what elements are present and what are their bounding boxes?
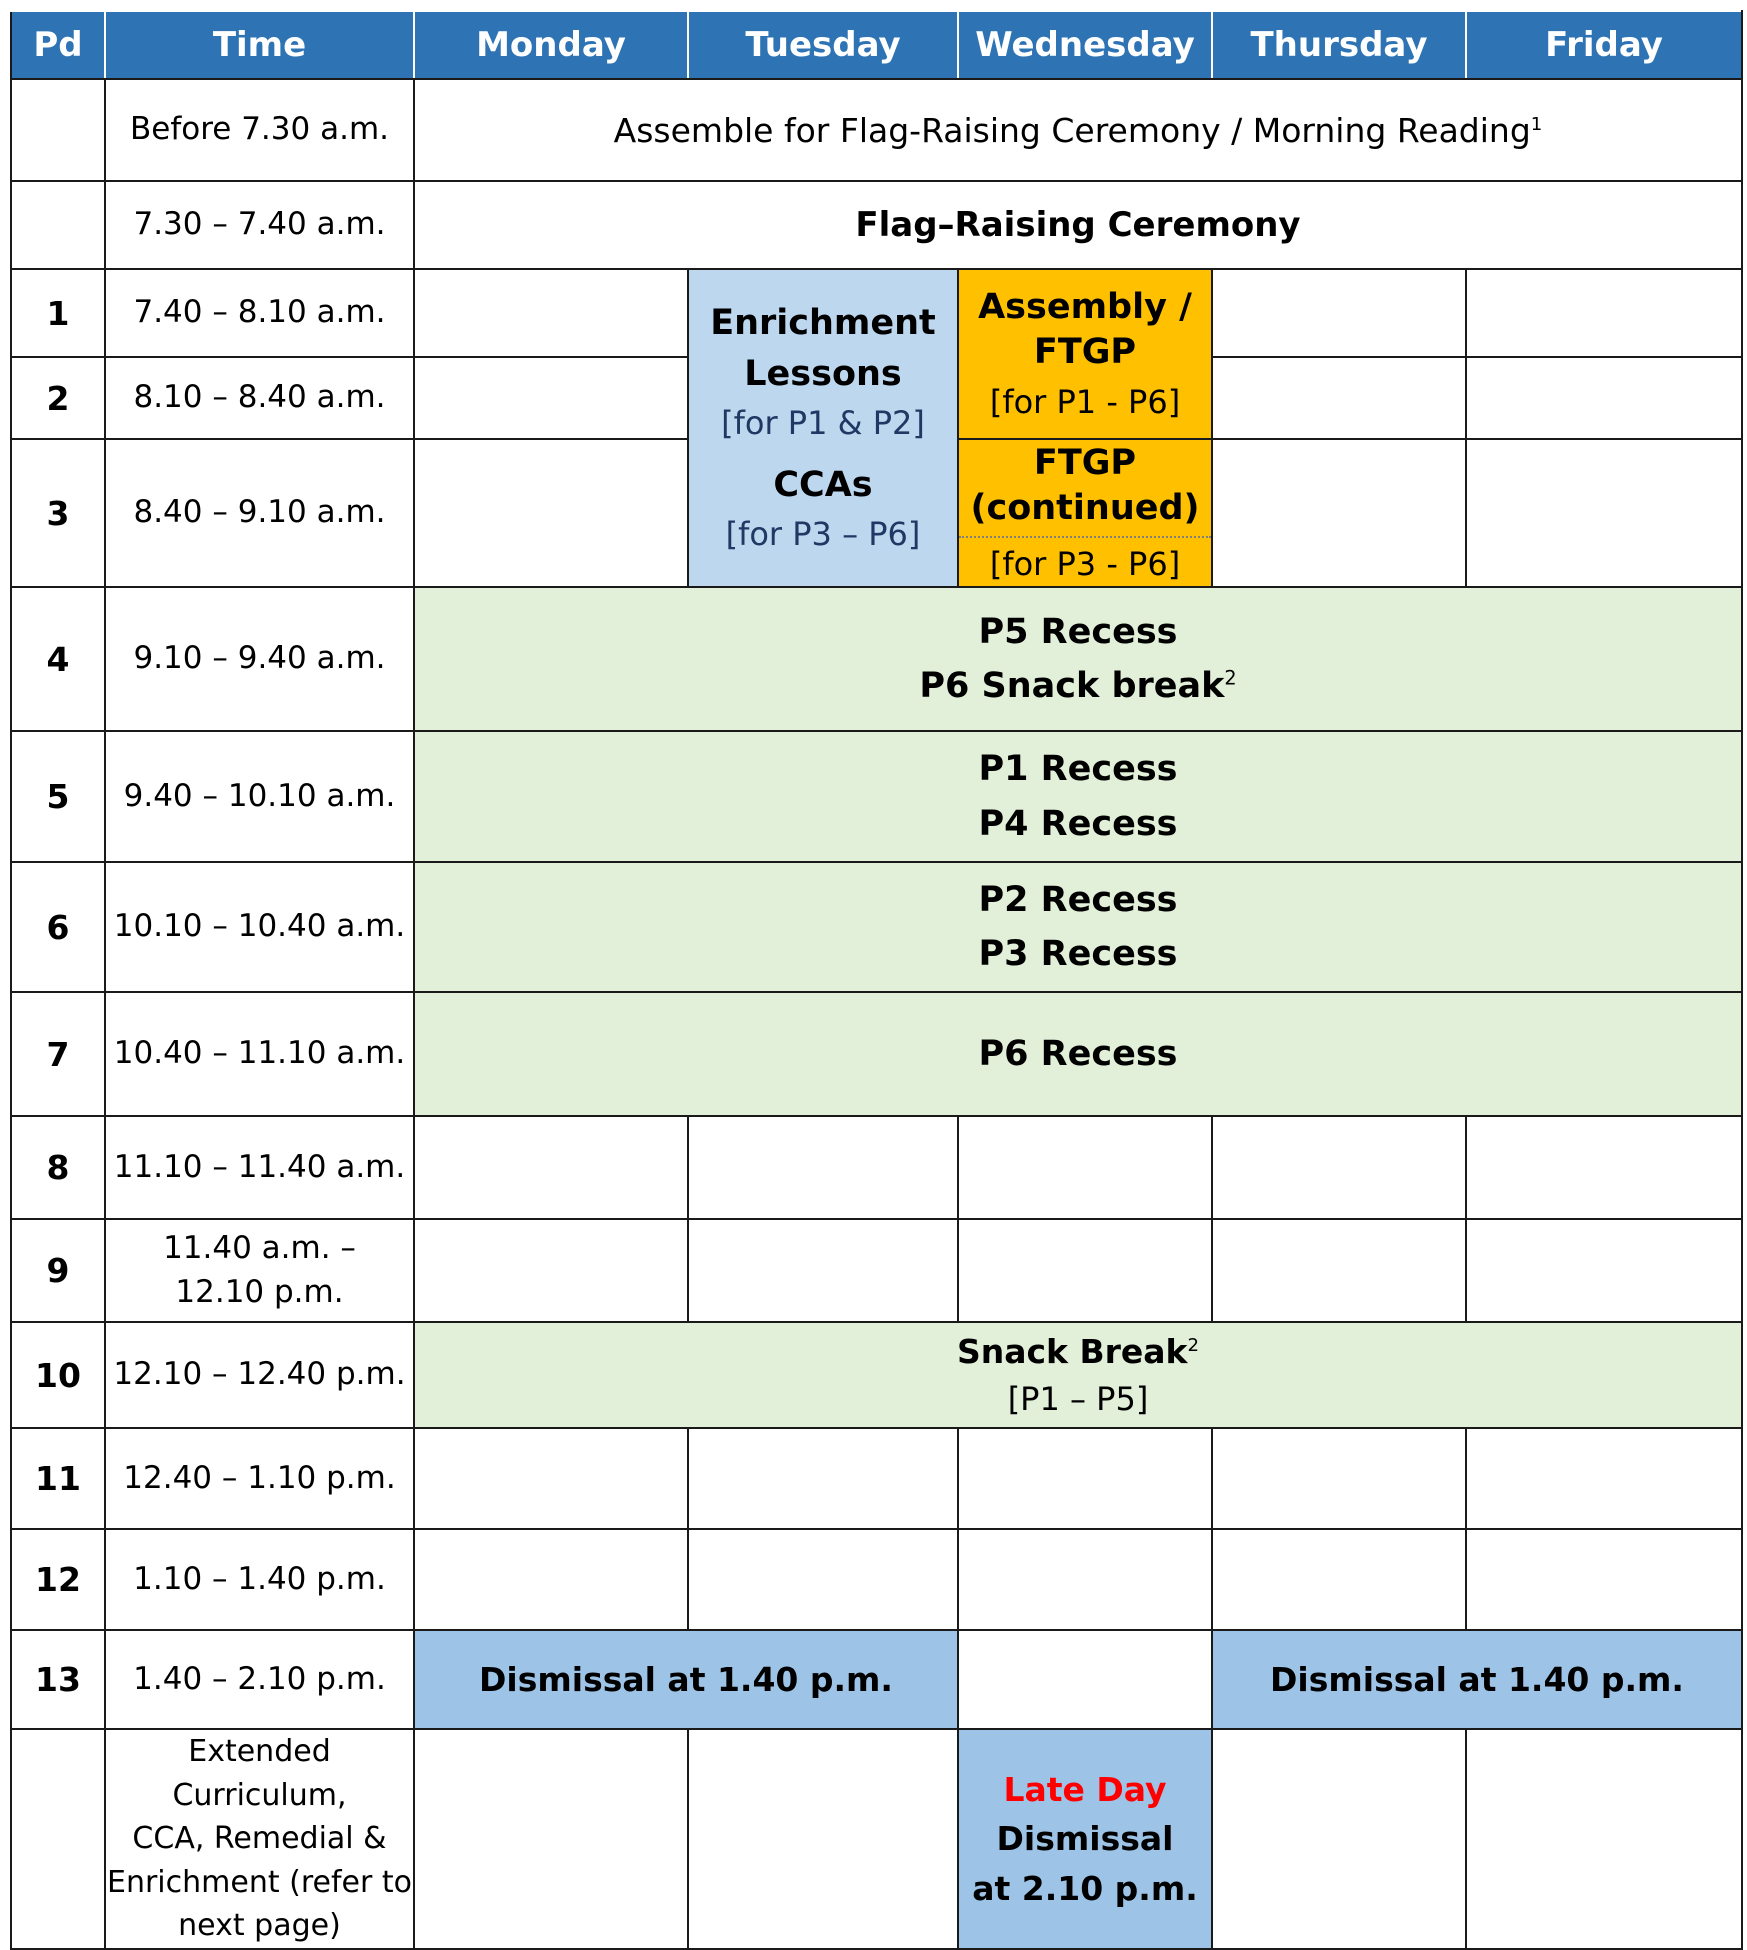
dismissal-thu-fri-cell: Dismissal at 1.40 p.m.: [1212, 1630, 1742, 1729]
time-cell: 1.40 – 2.10 p.m.: [105, 1630, 414, 1729]
pd-cell: 13: [11, 1630, 105, 1729]
extended-curriculum-cell: [105, 1729, 414, 1949]
pd-cell: 2: [11, 357, 105, 439]
pd-cell-empty: [11, 1729, 105, 1949]
time-cell: 1.10 – 1.40 p.m.: [105, 1529, 414, 1630]
monday-cell: [414, 1529, 688, 1630]
time-cell: 9.10 – 9.40 a.m.: [105, 587, 414, 731]
row-flag-raising: [11, 181, 1742, 269]
header-monday: Monday: [414, 11, 688, 79]
time-cell: Before 7.30 a.m.: [105, 79, 414, 181]
row-period-4: [11, 587, 1742, 731]
assemble-text: Assemble for Flag-Raising Ceremony / Morning Reading: [613, 110, 1531, 150]
monday-cell: [414, 1729, 688, 1949]
dismissal-mon-tue-cell: Dismissal at 1.40 p.m.: [414, 1630, 958, 1729]
enrichment-title-1: Enrichment: [710, 303, 936, 344]
row-period-7: [11, 992, 1742, 1116]
friday-cell: [1466, 1428, 1742, 1529]
pd-cell: 6: [11, 862, 105, 992]
late-day-cell: [958, 1729, 1212, 1949]
thursday-cell: [1212, 1116, 1466, 1219]
row-period-12: [11, 1529, 1742, 1630]
monday-cell: [414, 439, 688, 587]
row-period-9: [11, 1219, 1742, 1322]
school-timetable: [10, 10, 1743, 1950]
flag-raising-cell: Flag–Raising Ceremony: [414, 181, 1742, 269]
pd-cell: 5: [11, 731, 105, 862]
tuesday-cell: [688, 1729, 958, 1949]
tuesday-cell: [688, 1428, 958, 1529]
time-cell: 7.40 – 8.10 a.m.: [105, 269, 414, 357]
monday-cell: [414, 1116, 688, 1219]
row-period-5: [11, 731, 1742, 862]
time-cell: 7.30 – 7.40 a.m.: [105, 181, 414, 269]
pd-cell: 4: [11, 587, 105, 731]
tuesday-cell: [688, 1116, 958, 1219]
footnote-2: 2: [1224, 666, 1237, 690]
header-time: Time: [105, 11, 414, 79]
thursday-cell: [1212, 1729, 1466, 1949]
wednesday-cell: [958, 1428, 1212, 1529]
ftgp-title-2: (continued): [970, 488, 1200, 529]
time-cell: 9.40 – 10.10 a.m.: [105, 731, 414, 862]
friday-cell: [1466, 1116, 1742, 1219]
snack-break-cell: [414, 1322, 1742, 1428]
row-period-1: [11, 269, 1742, 357]
pd-cell: 3: [11, 439, 105, 587]
time-cell: 10.40 – 11.10 a.m.: [105, 992, 414, 1116]
time-cell: 8.10 – 8.40 a.m.: [105, 357, 414, 439]
row-period-10: [11, 1322, 1742, 1428]
row-period-8: [11, 1116, 1742, 1219]
ftgp-title-1: FTGP: [1033, 442, 1137, 483]
snack-line-2: [P1 – P5]: [1007, 1379, 1149, 1418]
recess-line-2: P6 Snack break: [919, 666, 1225, 706]
recess-cell: [414, 862, 1742, 992]
pd-cell: 10: [11, 1322, 105, 1428]
thursday-cell: [1212, 1219, 1466, 1322]
ext-line-3: Enrichment (refer to: [107, 1864, 412, 1900]
friday-cell: [1466, 1529, 1742, 1630]
assembly-ftgp-cell: [958, 269, 1212, 439]
recess-cell: [414, 731, 1742, 862]
pd-cell: 12: [11, 1529, 105, 1630]
wednesday-cell: [958, 1219, 1212, 1322]
recess-line-2-wrap: [415, 659, 1741, 713]
header-row: [11, 11, 1742, 79]
late-day-line-3: at 2.10 p.m.: [972, 1868, 1198, 1908]
monday-cell: [414, 269, 688, 357]
pd-cell-empty: [11, 181, 105, 269]
thursday-cell: [1212, 439, 1466, 587]
snack-line-1-wrap: [415, 1328, 1741, 1376]
monday-cell: [414, 1219, 688, 1322]
header-thursday: Thursday: [1212, 11, 1466, 79]
thursday-cell: [1212, 269, 1466, 357]
pd-cell: 11: [11, 1428, 105, 1529]
friday-cell: [1466, 1219, 1742, 1322]
pd-cell-empty: [11, 79, 105, 181]
pd-cell: 9: [11, 1219, 105, 1322]
header-wednesday: Wednesday: [958, 11, 1212, 79]
row-period-11: [11, 1428, 1742, 1529]
enrichment-sub-1: [for P1 & P2]: [721, 403, 925, 442]
assembly-title-2: FTGP: [1033, 332, 1137, 373]
late-day-label: Late Day: [1003, 1769, 1167, 1809]
assemble-cell: [414, 79, 1742, 181]
recess-cell: [414, 992, 1742, 1116]
row-before-730: [11, 79, 1742, 181]
friday-cell: [1466, 269, 1742, 357]
tuesday-cell: [688, 1219, 958, 1322]
ftgp-sub: [for P3 - P6]: [989, 544, 1181, 583]
snack-line-1: Snack Break: [956, 1331, 1188, 1371]
thursday-cell: [1212, 1529, 1466, 1630]
wednesday-cell: [958, 1630, 1212, 1729]
time-cell: 12.10 – 12.40 p.m.: [105, 1322, 414, 1428]
footnote-1: 1: [1530, 113, 1543, 135]
dotted-divider: [959, 536, 1211, 538]
header-tuesday: Tuesday: [688, 11, 958, 79]
monday-cell: [414, 1428, 688, 1529]
friday-cell: [1466, 357, 1742, 439]
ext-line-1: Extended Curriculum,: [172, 1734, 347, 1813]
time-cell: 8.40 – 9.10 a.m.: [105, 439, 414, 587]
recess-line-1: P2 Recess: [978, 879, 1178, 920]
wednesday-cell: [958, 1529, 1212, 1630]
wednesday-cell: [958, 1116, 1212, 1219]
recess-line-2: P3 Recess: [978, 934, 1178, 974]
recess-line-1: P1 Recess: [978, 749, 1178, 790]
recess-line-1: P5 Recess: [978, 611, 1178, 652]
cca-title: CCAs: [773, 465, 873, 506]
time-cell: 11.10 – 11.40 a.m.: [105, 1116, 414, 1219]
friday-cell: [1466, 439, 1742, 587]
header-pd: Pd: [11, 11, 105, 79]
late-day-line-2: Dismissal: [996, 1819, 1174, 1858]
ext-line-2: CCA, Remedial &: [132, 1821, 387, 1856]
header-friday: Friday: [1466, 11, 1742, 79]
assembly-title-1: Assembly /: [978, 286, 1192, 327]
time-cell: 10.10 – 10.40 a.m.: [105, 862, 414, 992]
friday-cell: [1466, 1729, 1742, 1949]
pd-cell: 1: [11, 269, 105, 357]
row-period-6: [11, 862, 1742, 992]
monday-cell: [414, 357, 688, 439]
recess-cell: [414, 587, 1742, 731]
recess-line-2: P4 Recess: [978, 803, 1178, 844]
time-cell: 12.40 – 1.10 p.m.: [105, 1428, 414, 1529]
assembly-sub: [for P1 - P6]: [989, 382, 1181, 421]
tuesday-cell: [688, 1529, 958, 1630]
ext-line-4: next page): [178, 1908, 341, 1943]
recess-line-1: P6 Recess: [978, 1033, 1178, 1074]
time-cell: 11.40 a.m. – 12.10 p.m.: [105, 1219, 414, 1322]
thursday-cell: [1212, 1428, 1466, 1529]
cca-sub: [for P3 – P6]: [725, 515, 921, 554]
row-period-13: [11, 1630, 1742, 1729]
enrichment-cca-cell: [688, 269, 958, 587]
pd-cell: 8: [11, 1116, 105, 1219]
thursday-cell: [1212, 357, 1466, 439]
row-extended: [11, 1729, 1742, 1949]
ftgp-continued-cell: [958, 439, 1212, 587]
footnote-2: 2: [1187, 1334, 1200, 1356]
enrichment-title-2: Lessons: [744, 354, 902, 395]
pd-cell: 7: [11, 992, 105, 1116]
